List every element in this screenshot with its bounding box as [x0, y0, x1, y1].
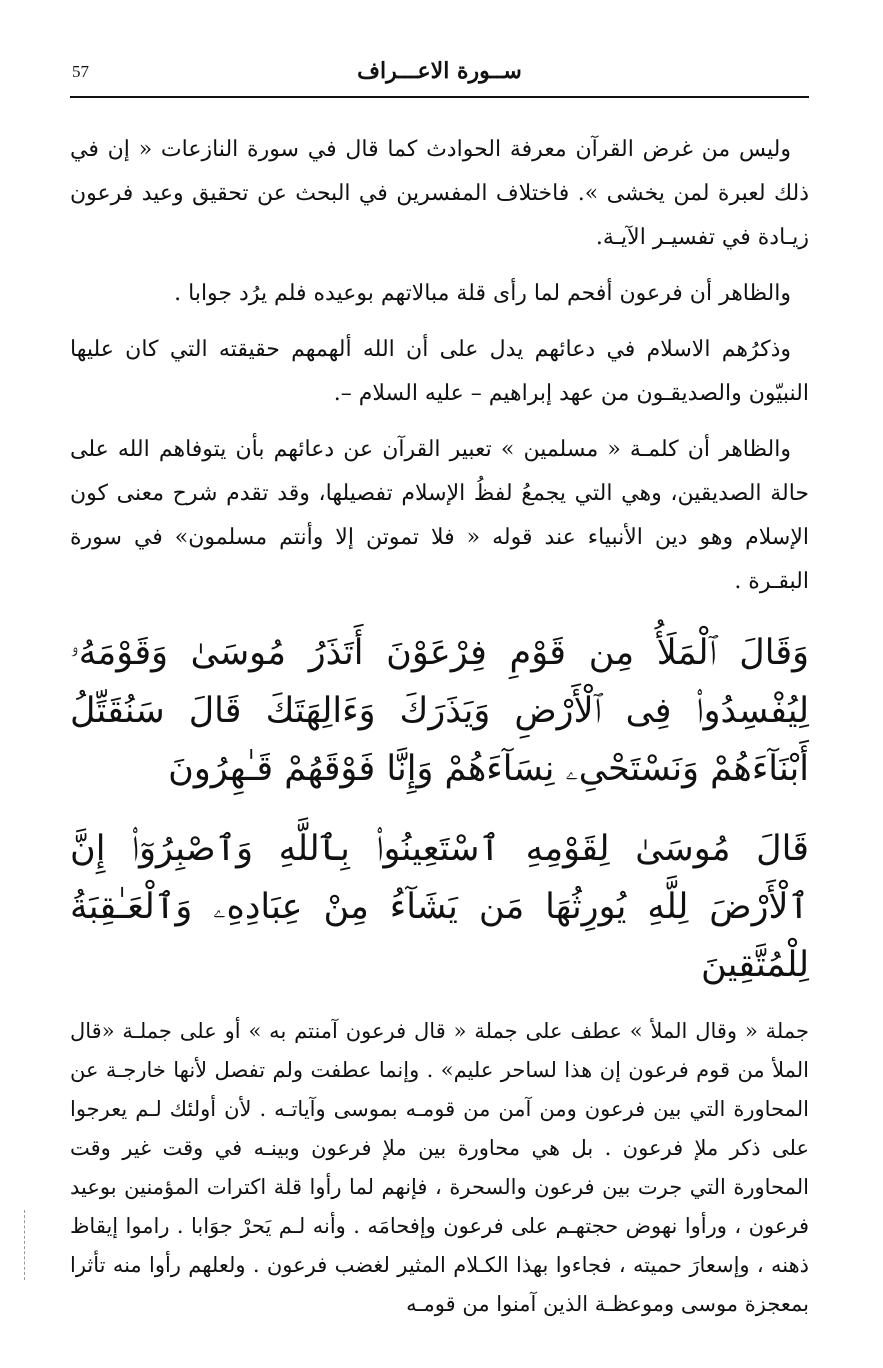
page-body — [70, 128, 809, 1324]
paragraph-4: والظاهر أن كلمـة « مسلمين » تعبير القرآن عن دعائهم بأن يتوفاهم الله على حالة الصديقين، وهي التي يجمعُ لفظُ الإسلام تفصيلها، وقد تقدم شرح معنى كون الإسلام وهو دين الأنبياء عند قوله « فلا تموتن إلا وأنتم مسلمون» في سورة البقـرة . — [70, 437, 809, 594]
quran-verse-1: وَقَالَ ٱلْمَلَأُ مِن قَوْمِ فِرْعَوْنَ أَتَذَرُ مُوسَىٰ وَقَوْمَهُۥ لِيُفْسِدُوا۟ فِى ٱلْأَرْضِ وَيَذَرَكَ وَءَالِهَتَكَ قَالَ سَنُقَتِّلُ أَبْنَآءَهُمْ وَنَسْتَحْىِۦ نِسَآءَهُمْ وَإِنَّا فَوْقَهُمْ قَـٰهِرُونَ — [70, 633, 809, 789]
commentary-paragraph: جملة « وقال الملأ » عطف على جملة « قال فرعون آمنتم به » أو على جملـة «قال الملأ من قوم فرعون إن هذا لساحر عليم» . وإنما عطفت ولم تفصل لأنها خارجـة عن المحاورة التي بين فرعون ومن آمن من قومـه بموسى وآياتـه . لأن أولئك لـم يعرجوا على ذكر ملإ فرعون . بل هي محاورة بين ملإ فرعون وبينـه في وقت غير وقت المحاورة التي جرت بين فرعون والسحرة ، فإنهم لما رأوا قلة اكترات المؤمنين بوعيد فرعون ، ورأوا نهوض حجتهـم على فرعون وإفحامَه . وأنه لـم يَحرْ جوَابا . راموا إيقاظ ذهنه ، وإسعارَ حميته ، فجاءوا بهذا الكـلام المثير لغضب فرعون . ولعلهم رأوا منه تأثرا بمعجزة موسى وموعظـة الذين آمنوا من قومـه — [70, 1019, 810, 1316]
page-header — [70, 58, 809, 98]
margin-scan-mark — [24, 1210, 37, 1280]
quran-verse-2: قَالَ مُوسَىٰ لِقَوْمِهِ ٱسْتَعِينُوا۟ بِٱللَّهِ وَٱصْبِرُوٓا۟ إِنَّ ٱلْأَرْضَ لِلَّهِ يُورِثُهَا مَن يَشَآءُ مِنْ عِبَادِهِۦ وَٱلْعَـٰقِبَةُ لِلْمُتَّقِينَ — [70, 829, 809, 985]
surah-title: ســورة الاعـــراف — [357, 58, 522, 84]
paragraph-3: وذكرُهم الاسلام في دعائهم يدل على أن الله ألهمهم حقيقته التي كان عليها النبيّون والصديقـون من عهد إبراهيم – عليه السلام –. — [70, 337, 809, 406]
paragraph-2: والظاهر أن فرعون أفحم لما رأى قلة مبالاتهم بوعيده فلم يرُد جوابا . — [174, 281, 791, 306]
page-number: 57 — [72, 62, 89, 81]
paragraph-1: وليس من غرض القرآن معرفة الحوادث كما قال في سورة النازعات « إن في ذلك لعبرة لمن يخشى ». فاختلاف المفسرين في البحث عن تحقيق وعيد فرعون زيـادة في تفسيـر الآيـة. — [70, 137, 809, 250]
